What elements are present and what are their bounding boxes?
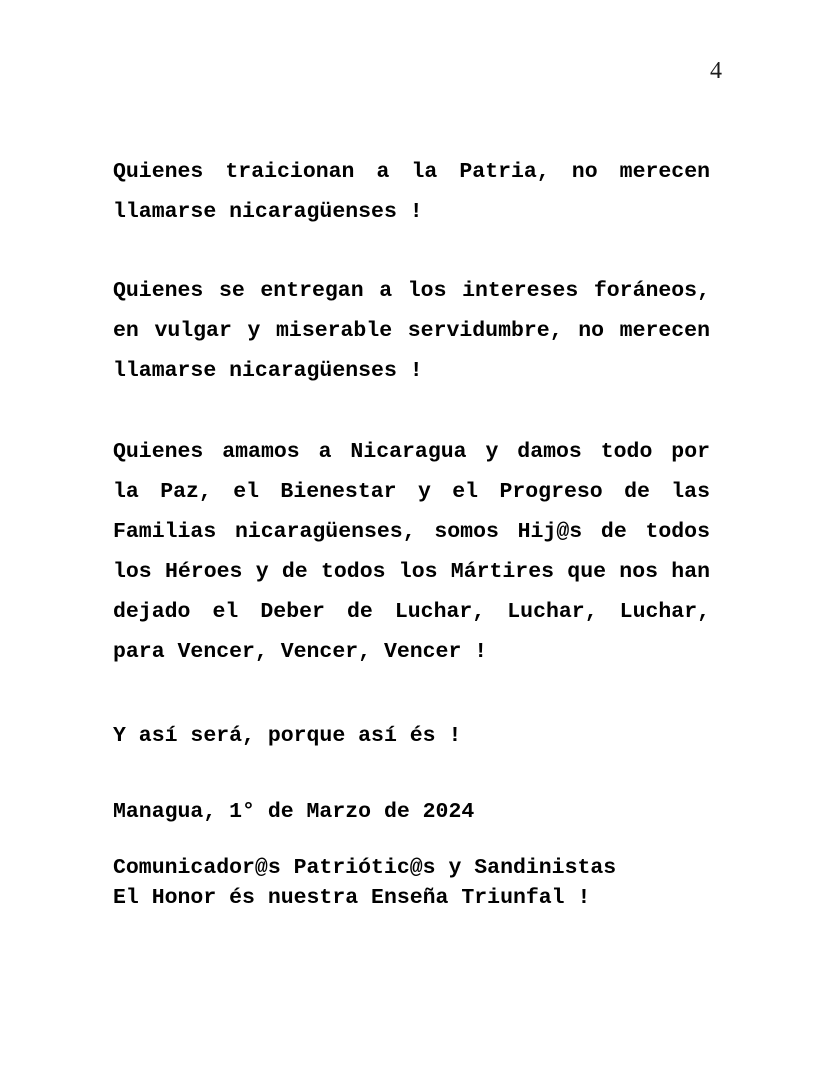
text-line: Familias nicaragüenses, somos Hij@s de todos (113, 520, 710, 544)
text-line: Quienes amamos a Nicaragua y damos todo por (113, 440, 710, 464)
page-number: 4 (710, 58, 722, 84)
text-line: para Vencer, Vencer, Vencer ! (113, 640, 488, 664)
text-line: El Honor és nuestra Enseña Triunfal ! (113, 886, 591, 910)
paragraph-traicionan (113, 152, 710, 232)
text-line: Y así será, porque así és ! (113, 724, 462, 748)
text-line: llamarse nicaragüenses ! (113, 200, 423, 224)
paragraph-entregan (113, 271, 710, 391)
text-line: llamarse nicaragüenses ! (113, 359, 423, 383)
text-line: dejado el Deber de Luchar, Luchar, Luchar, (113, 600, 710, 624)
paragraph-asi-sera (113, 716, 710, 756)
text-line: Managua, 1° de Marzo de 2024 (113, 800, 475, 824)
text-line: los Héroes y de todos los Mártires que nos han (113, 560, 710, 584)
paragraph-dateline (113, 792, 710, 832)
text-line: en vulgar y miserable servidumbre, no merecen (113, 319, 710, 343)
paragraph-signature (113, 853, 710, 913)
text-line: Quienes traicionan a la Patria, no merecen (113, 160, 710, 184)
text-line: Comunicador@s Patriótic@s y Sandinistas (113, 856, 617, 880)
text-line: la Paz, el Bienestar y el Progreso de las (113, 480, 710, 504)
text-line: Quienes se entregan a los intereses foráneos, (113, 279, 710, 303)
paragraph-amamos (113, 432, 710, 672)
